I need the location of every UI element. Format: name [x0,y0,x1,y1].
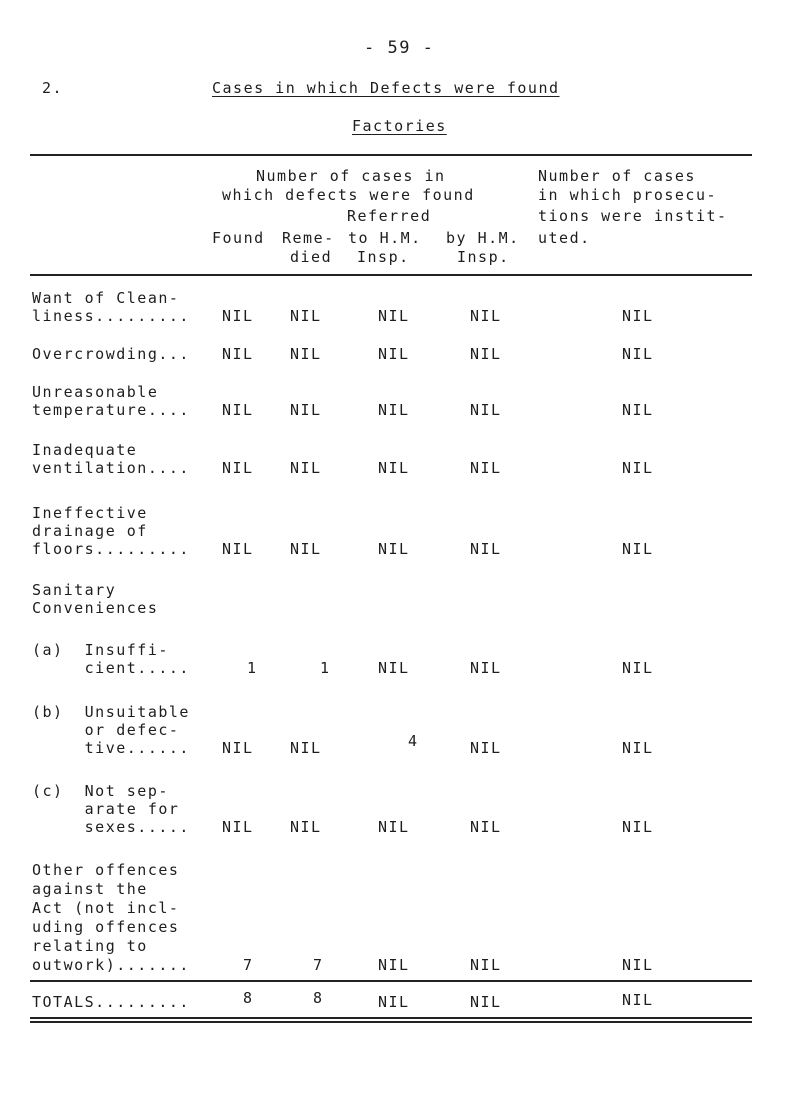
row-label-line: drainage of [32,522,148,540]
cell-prosecutions: NIL [622,956,654,974]
cell-found: 1 [247,659,258,677]
cell-referred-by: NIL [470,459,502,477]
page-title: Cases in which Defects were found [212,79,560,97]
top-rule [30,154,752,156]
row-label-line: (a) Insuffi- [32,641,169,659]
cell-referred-by: NIL [470,659,502,677]
cell-referred-by: NIL [470,345,502,363]
row-label-line: Act (not incl- [32,899,180,917]
cell-prosecutions: NIL [622,659,654,677]
header-remedied-line1: Reme- [282,229,335,247]
row-label-line: Inadequate [32,441,138,459]
cell-referred-by: NIL [470,540,502,558]
totals-referred-by: NIL [470,993,502,1011]
header-prosecutions-line1: Number of cases [538,167,696,185]
row-label-line: cient..... [32,659,190,677]
cell-referred-to: NIL [378,459,410,477]
row-label-line: relating to [32,937,148,955]
cell-referred-to: NIL [378,401,410,419]
bottom-rule-1 [30,1017,752,1019]
cell-prosecutions: NIL [622,345,654,363]
header-by-hm-insp-line1: by H.M. [446,229,520,247]
cell-remedied: 7 [313,956,324,974]
cell-remedied: NIL [290,540,322,558]
cell-prosecutions: NIL [622,459,654,477]
cell-found: NIL [222,307,254,325]
header-cases-found-line1: Number of cases in [256,167,446,185]
cell-referred-to: NIL [378,345,410,363]
cell-referred-by: NIL [470,739,502,757]
cell-found: NIL [222,401,254,419]
cell-found: NIL [222,739,254,757]
cell-remedied: NIL [290,459,322,477]
cell-referred-to: NIL [378,956,410,974]
cell-prosecutions: NIL [622,401,654,419]
cell-referred-by: NIL [470,956,502,974]
row-label-line: Sanitary [32,581,117,599]
cell-referred-by: NIL [470,307,502,325]
cell-remedied: NIL [290,307,322,325]
cell-prosecutions: NIL [622,818,654,836]
row-label-line: Want of Clean- [32,289,180,307]
cell-found: NIL [222,345,254,363]
row-label-line: Conveniences [32,599,159,617]
header-remedied-line2: died [290,248,333,266]
cell-referred-to: NIL [378,307,410,325]
header-prosecutions-line4: uted. [538,229,591,247]
totals-label: TOTALS......... [32,993,190,1011]
row-label-line: arate for [32,800,180,818]
totals-found: 8 [243,989,254,1007]
cell-referred-to: NIL [378,818,410,836]
row-label-line: Unreasonable [32,383,159,401]
header-cases-found-line2: which defects were found [222,186,475,204]
row-label-line: (b) Unsuitable [32,703,190,721]
row-label-line: temperature.... [32,401,190,419]
cell-prosecutions: NIL [622,540,654,558]
row-label-line: floors......... [32,540,190,558]
header-referred: Referred [347,207,432,225]
cell-referred-by: NIL [470,401,502,419]
section-number: 2. [42,79,64,97]
cell-remedied: NIL [290,401,322,419]
header-found: Found [212,229,265,247]
cell-found: NIL [222,459,254,477]
cell-found: NIL [222,818,254,836]
row-label-line: Ineffective [32,504,148,522]
row-label-line: ventilation.... [32,459,190,477]
cell-found: 7 [243,956,254,974]
totals-referred-to: NIL [378,993,410,1011]
header-to-hm-insp-line2: Insp. [357,248,410,266]
cell-remedied: 1 [320,659,331,677]
cell-prosecutions: NIL [622,739,654,757]
row-label-line: uding offences [32,918,180,936]
row-label-line: (c) Not sep- [32,782,169,800]
bottom-rule-2 [30,1021,752,1023]
cell-referred-to: NIL [378,540,410,558]
header-to-hm-insp-line1: to H.M. [348,229,422,247]
row-label-line: tive...... [32,739,190,757]
cell-remedied: NIL [290,739,322,757]
row-label-line: Overcrowding... [32,345,190,363]
row-label-line: against the [32,880,148,898]
totals-prosecutions: NIL [622,991,654,1009]
cell-referred-by: NIL [470,818,502,836]
page-number: - 59 - [364,38,435,58]
row-label-line: or defec- [32,721,180,739]
cell-prosecutions: NIL [622,307,654,325]
cell-remedied: NIL [290,818,322,836]
totals-top-rule [30,980,752,982]
totals-remedied: 8 [313,989,324,1007]
header-by-hm-insp-line2: Insp. [457,248,510,266]
cell-remedied: NIL [290,345,322,363]
cell-referred-to: 4 [408,732,419,750]
header-prosecutions-line3: tions were instit- [538,207,728,225]
row-label-line: sexes..... [32,818,190,836]
row-label-line: outwork)....... [32,956,190,974]
row-label-line: Other offences [32,861,180,879]
row-label-line: liness......... [32,307,190,325]
header-rule [30,274,752,276]
page-subtitle: Factories [352,117,447,135]
cell-found: NIL [222,540,254,558]
header-prosecutions-line2: in which prosecu- [538,186,718,204]
cell-referred-to: NIL [378,659,410,677]
